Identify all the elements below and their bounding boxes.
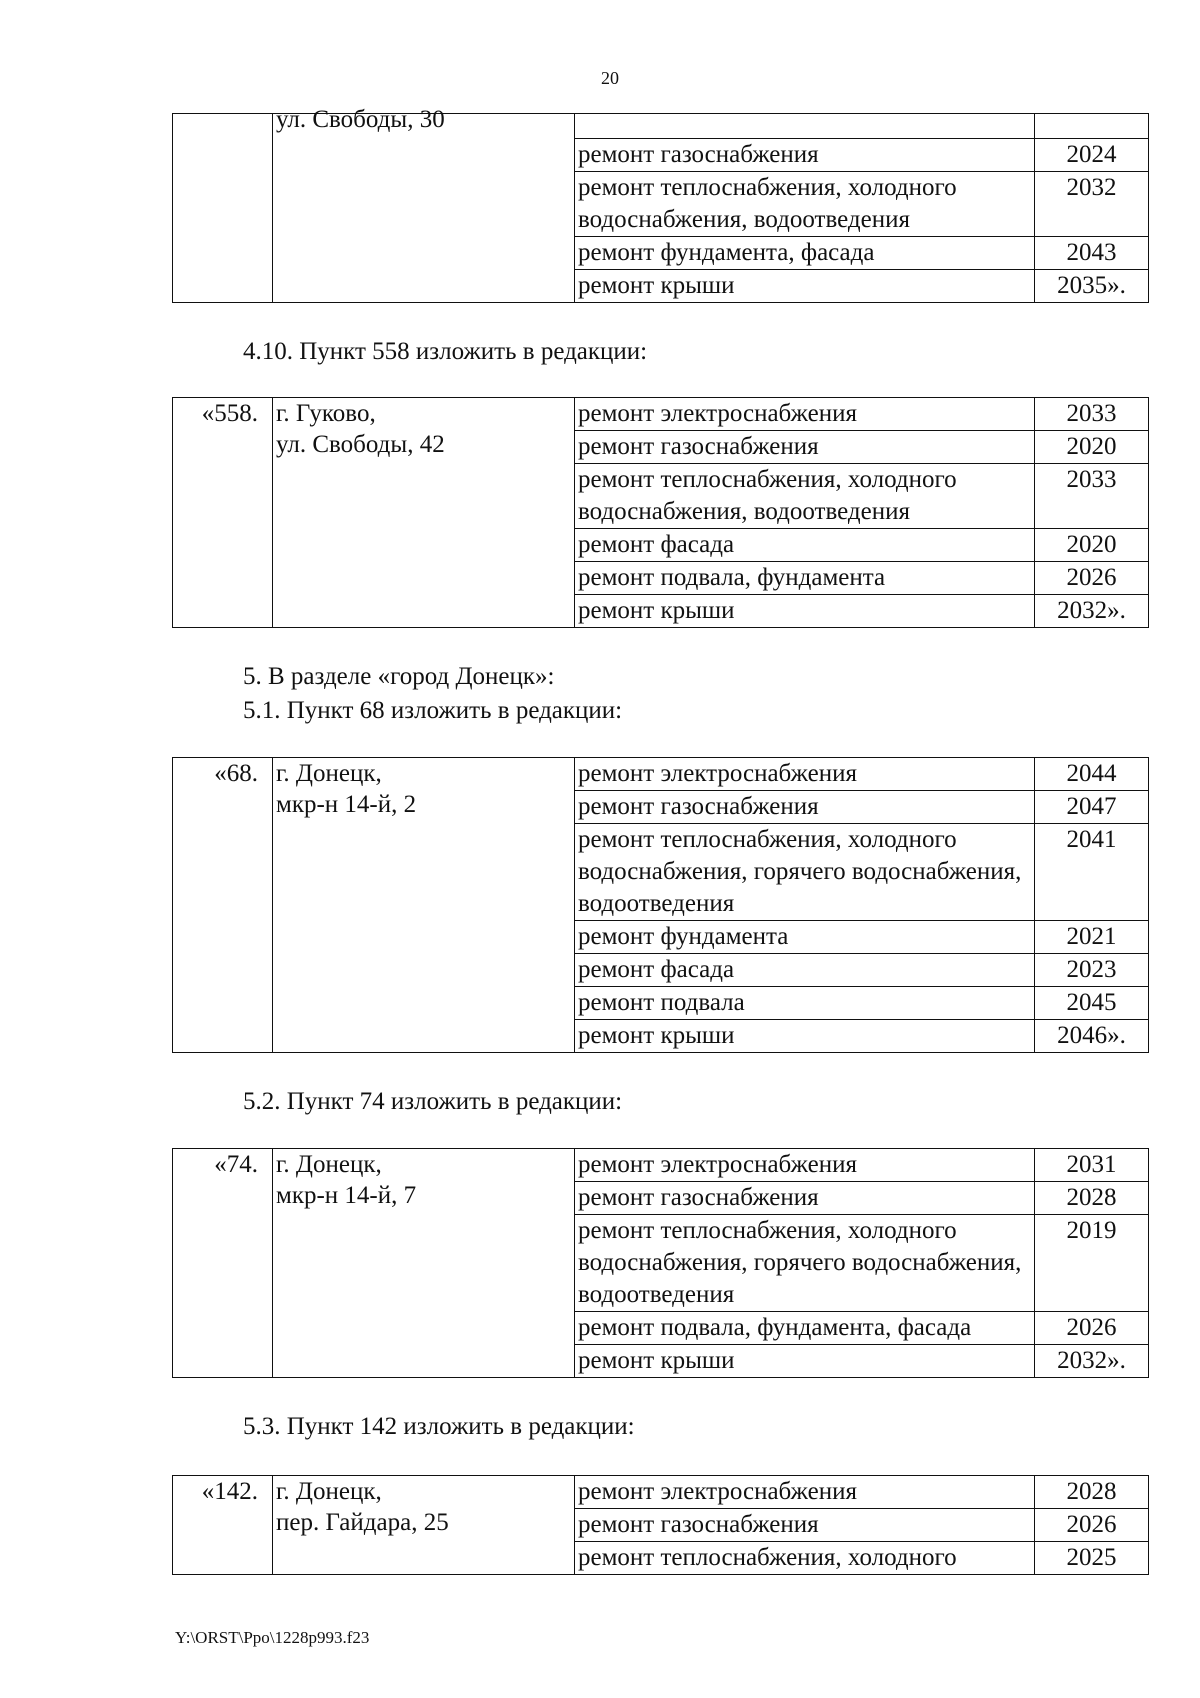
address-line-2: пер. Гайдара, 25 [276, 1509, 449, 1536]
work-cell: ремонт электроснабжения [575, 1476, 1035, 1509]
work-cell: ремонт электроснабжения [575, 758, 1035, 791]
work-cell: ремонт теплоснабжения, холодного водоснабжения, горячего водоснабжения, водоотведения [575, 1215, 1035, 1312]
table-row [173, 1149, 1149, 1182]
work-cell: ремонт теплоснабжения, холодного водоснабжения, водоотведения [575, 464, 1035, 529]
year-cell: 2032 [1035, 172, 1149, 237]
work-cell: ремонт крыши [575, 270, 1035, 303]
work-cell [575, 114, 1035, 139]
item-number-cell [173, 114, 273, 303]
year-cell: 2026 [1035, 1312, 1149, 1345]
table-row [173, 1476, 1149, 1509]
year-cell: 2044 [1035, 758, 1149, 791]
address-cell [273, 106, 575, 303]
address-cell [273, 1149, 575, 1378]
paragraph-5: 5. В разделе «город Донецк»: [243, 663, 555, 690]
address-text: ул. Свободы, 30 [276, 106, 445, 133]
table-row [173, 114, 1149, 139]
table-item-558 [172, 397, 1149, 628]
work-cell: ремонт газоснабжения [575, 1509, 1035, 1542]
work-cell: ремонт теплоснабжения, холодного [575, 1542, 1035, 1575]
paragraph-5-2: 5.2. Пункт 74 изложить в редакции: [243, 1088, 623, 1115]
year-cell: 2031 [1035, 1149, 1149, 1182]
year-cell: 2026 [1035, 1509, 1149, 1542]
paragraph-5-3: 5.3. Пункт 142 изложить в редакции: [243, 1413, 635, 1440]
year-cell: 2020 [1035, 431, 1149, 464]
year-cell: 2020 [1035, 529, 1149, 562]
item-number-cell: «558. [173, 398, 273, 628]
year-cell: 2025 [1035, 1542, 1149, 1575]
paragraph-5-1: 5.1. Пункт 68 изложить в редакции: [243, 697, 623, 724]
year-cell: 2026 [1035, 562, 1149, 595]
year-cell: 2033 [1035, 398, 1149, 431]
year-cell: 2043 [1035, 237, 1149, 270]
year-cell: 2033 [1035, 464, 1149, 529]
work-cell: ремонт фундамента [575, 921, 1035, 954]
work-cell: ремонт электроснабжения [575, 1149, 1035, 1182]
table-row [173, 398, 1149, 431]
year-cell: 2021 [1035, 921, 1149, 954]
item-number-cell: «68. [173, 758, 273, 1053]
work-cell: ремонт фасада [575, 529, 1035, 562]
work-cell: ремонт фасада [575, 954, 1035, 987]
year-cell: 2019 [1035, 1215, 1149, 1312]
item-number-cell: «142. [173, 1476, 273, 1575]
year-cell: 2047 [1035, 791, 1149, 824]
footer-file-path: Y:\ORST\Ppo\1228p993.f23 [175, 1628, 370, 1647]
paragraph-4-10: 4.10. Пункт 558 изложить в редакции: [243, 338, 648, 365]
work-cell: ремонт газоснабжения [575, 791, 1035, 824]
continuation-table [172, 106, 1149, 303]
address-cell [273, 1476, 575, 1575]
work-cell: ремонт крыши [575, 1345, 1035, 1378]
work-cell: ремонт подвала [575, 987, 1035, 1020]
address-line-2: ул. Свободы, 42 [276, 431, 445, 458]
work-cell: ремонт подвала, фундамента, фасада [575, 1312, 1035, 1345]
item-number-cell: «74. [173, 1149, 273, 1378]
table-item-68 [172, 757, 1149, 1053]
table-item-142 [172, 1475, 1149, 1575]
work-cell: ремонт газоснабжения [575, 139, 1035, 172]
year-cell: 2024 [1035, 139, 1149, 172]
year-cell [1035, 114, 1149, 139]
address-line-1: г. Донецк, [276, 1478, 382, 1505]
year-cell: 2023 [1035, 954, 1149, 987]
address-line-1: г. Донецк, [276, 760, 382, 787]
year-cell: 2045 [1035, 987, 1149, 1020]
work-cell: ремонт газоснабжения [575, 431, 1035, 464]
year-cell: 2028 [1035, 1476, 1149, 1509]
work-cell: ремонт крыши [575, 595, 1035, 628]
address-line-1: г. Гуково, [276, 400, 376, 427]
work-cell: ремонт теплоснабжения, холодного водоснабжения, водоотведения [575, 172, 1035, 237]
address-line-1: г. Донецк, [276, 1151, 382, 1178]
address-cell [273, 398, 575, 628]
work-cell: ремонт фундамента, фасада [575, 237, 1035, 270]
year-cell: 2032». [1035, 595, 1149, 628]
year-cell: 2041 [1035, 824, 1149, 921]
work-cell: ремонт газоснабжения [575, 1182, 1035, 1215]
work-cell: ремонт теплоснабжения, холодного водоснабжения, горячего водоснабжения, водоотведения [575, 824, 1035, 921]
page-number: 20 [601, 68, 619, 88]
year-cell: 2035». [1035, 270, 1149, 303]
address-cell [273, 758, 575, 1053]
address-line-2: мкр-н 14-й, 7 [276, 1182, 417, 1209]
year-cell: 2046». [1035, 1020, 1149, 1053]
work-cell: ремонт крыши [575, 1020, 1035, 1053]
address-line-2: мкр-н 14-й, 2 [276, 791, 417, 818]
work-cell: ремонт электроснабжения [575, 398, 1035, 431]
table-item-74 [172, 1148, 1149, 1378]
table-row [173, 758, 1149, 791]
year-cell: 2028 [1035, 1182, 1149, 1215]
year-cell: 2032». [1035, 1345, 1149, 1378]
work-cell: ремонт подвала, фундамента [575, 562, 1035, 595]
